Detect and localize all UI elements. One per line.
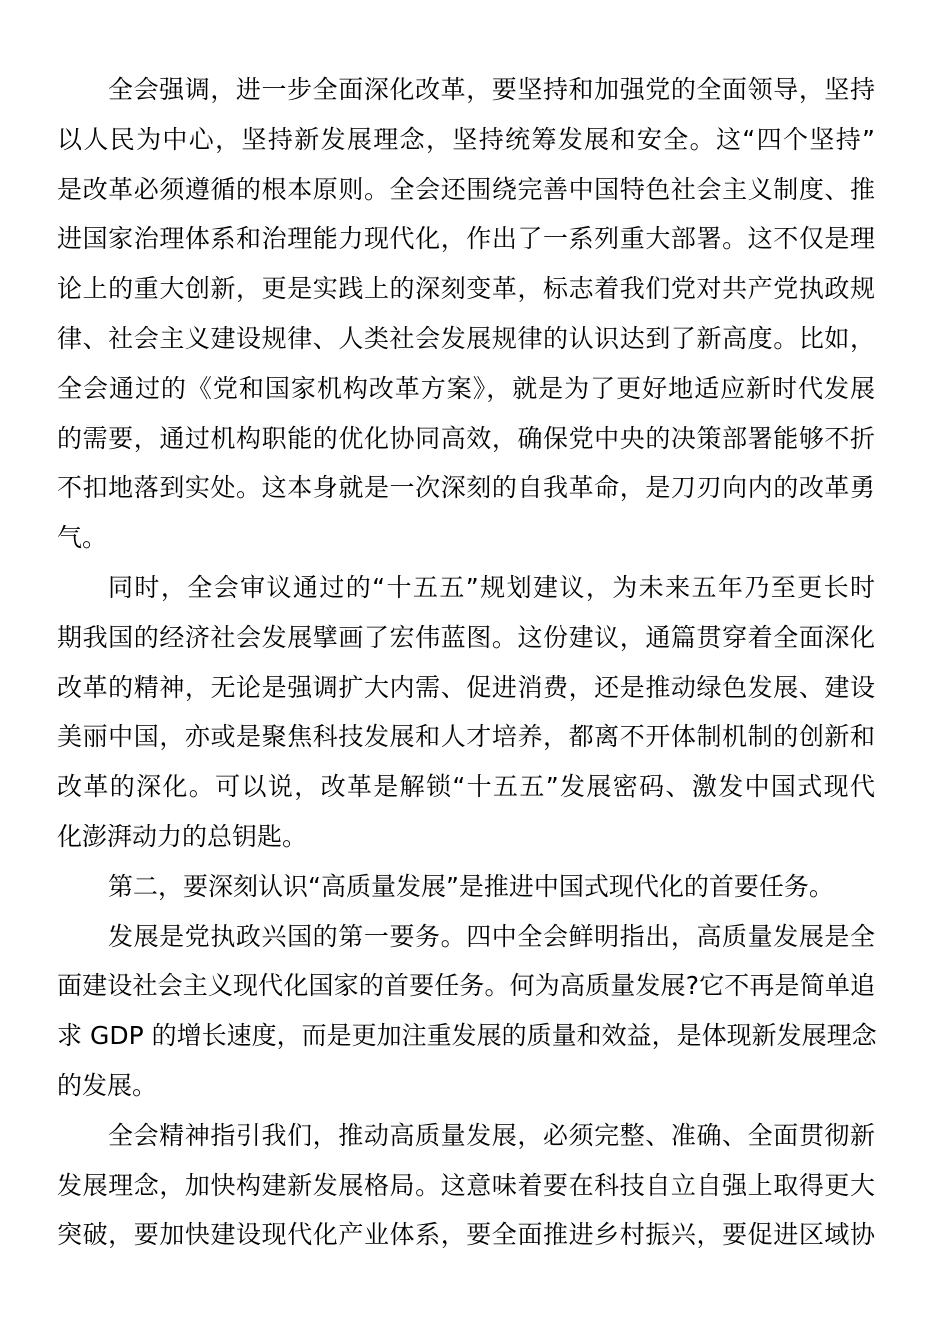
text-line: 进国家治理体系和治理能力现代化，作出了一系列重大部署。这不仅是理 <box>57 224 875 254</box>
text-line: 改革的精神，无论是强调扩大内需、促进消费，还是推动绿色发展、建设 <box>57 672 875 702</box>
text-line: 不扣地落到实处。这本身就是一次深刻的自我革命，是刀刃向内的改革勇 <box>57 473 875 503</box>
paragraph <box>57 65 875 563</box>
paragraph <box>57 912 875 1111</box>
text-line: 化澎湃动力的总钥匙。 <box>57 821 308 851</box>
text-line: 的发展。 <box>57 1070 158 1100</box>
document-body <box>57 65 875 1260</box>
text-line: 是改革必须遵循的根本原则。全会还围绕完善中国特色社会主义制度、推 <box>57 174 875 204</box>
text-line: 美丽中国，亦或是聚焦科技发展和人才培养，都离不开体制机制的创新和 <box>57 722 875 752</box>
text-line: 突破，要加快建设现代化产业体系，要全面推进乡村振兴，要促进区域协 <box>57 1220 875 1250</box>
text-line: 求 GDP 的增长速度，而是更加注重发展的质量和效益，是体现新发展理念 <box>57 1021 877 1051</box>
text-line: 全会通过的《党和国家机构改革方案》，就是为了更好地适应新时代发展 <box>57 373 875 403</box>
paragraph <box>57 563 875 862</box>
text-line: 面建设社会主义现代化国家的首要任务。何为高质量发展?它不再是简单追 <box>57 971 875 1001</box>
text-line: 改革的深化。可以说，改革是解锁“十五五”发展密码、激发中国式现代 <box>57 772 875 802</box>
text-line: 以人民为中心，坚持新发展理念，坚持统筹发展和安全。这“四个坚持” <box>57 124 875 154</box>
text-line: 第二，要深刻认识“高质量发展”是推进中国式现代化的首要任务。 <box>108 871 834 901</box>
text-line: 论上的重大创新，更是实践上的深刻变革，标志着我们党对共产党执政规 <box>57 274 875 304</box>
text-line: 全会精神指引我们，推动高质量发展，必须完整、准确、全面贯彻新 <box>108 1120 875 1150</box>
text-line: 期我国的经济社会发展擘画了宏伟蓝图。这份建议，通篇贯穿着全面深化 <box>57 622 875 652</box>
text-line: 发展是党执政兴国的第一要务。四中全会鲜明指出，高质量发展是全 <box>108 921 875 951</box>
text-line: 全会强调，进一步全面深化改革，要坚持和加强党的全面领导，坚持 <box>108 75 875 104</box>
text-line: 气。 <box>57 523 108 553</box>
paragraph <box>57 1111 875 1260</box>
text-line: 发展理念，加快构建新发展格局。这意味着要在科技自立自强上取得更大 <box>57 1170 875 1200</box>
paragraph <box>57 862 875 912</box>
text-line: 律、社会主义建设规律、人类社会发展规律的认识达到了新高度。比如， <box>57 323 875 353</box>
text-line: 的需要，通过机构职能的优化协同高效，确保党中央的决策部署能够不折 <box>57 423 875 453</box>
text-line: 同时，全会审议通过的“十五五”规划建议，为未来五年乃至更长时 <box>108 572 875 602</box>
